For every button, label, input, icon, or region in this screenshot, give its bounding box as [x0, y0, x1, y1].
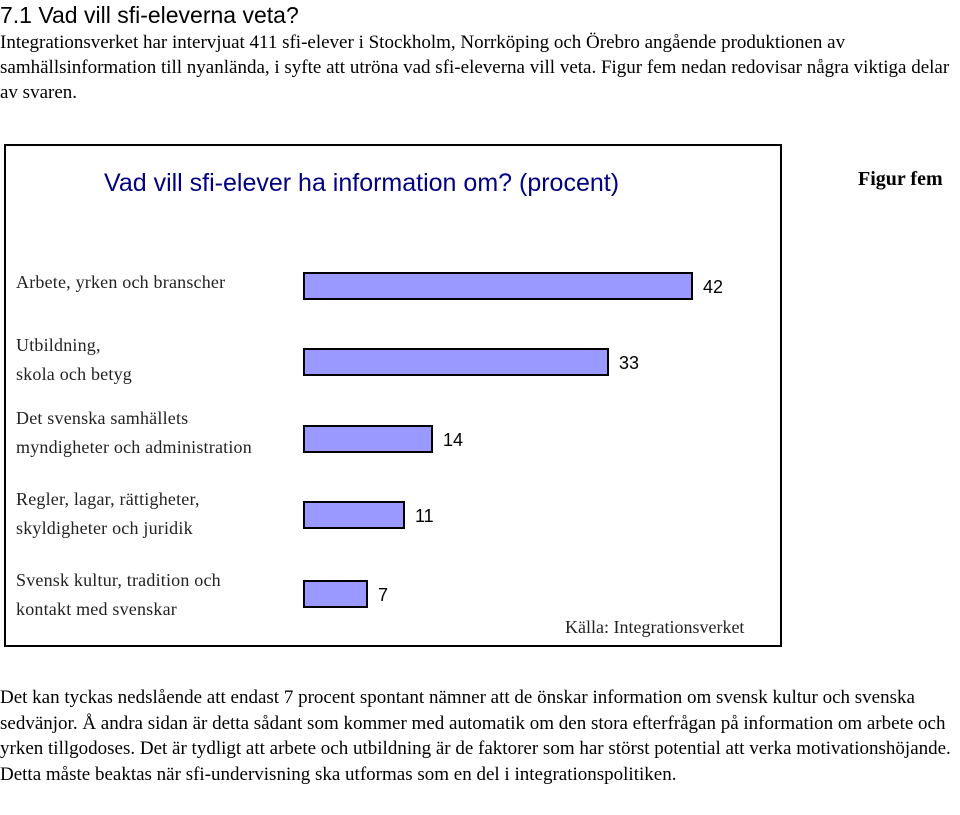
- outro-paragraph: [0, 685, 958, 787]
- data-label: 11: [415, 506, 434, 526]
- chart-title: Vad vill sfi-elever ha information om? (procent): [104, 169, 620, 197]
- category-label: Regler, lagar, rättigheter, skyldigheter och juridik: [16, 489, 200, 538]
- outro-text: Det kan tyckas nedslående att endast 7 procent spontant nämner att de önskar information om svensk kultur och svenska sedvänjor. Å andra sidan är detta sådant som kommer med automatik om den stora efterfrågan på information om arbete och yrken tillgodoses. Det är tydligt att arbete och utbildning är de faktorer som har störst potential att verka motivationshöjande. Detta måste beaktas när sfi-undervisning ska utformas som en del i integrationspolitiken.: [0, 687, 951, 785]
- data-label: 33: [619, 353, 640, 373]
- category-label: Arbete, yrken och branscher: [16, 272, 226, 292]
- bar: [303, 425, 433, 453]
- figure-label: Figur fem: [858, 168, 943, 190]
- category-label: Svensk kultur, tradition och kontakt med svenskar: [16, 570, 221, 619]
- data-label: 7: [378, 585, 389, 605]
- data-label: 14: [443, 430, 464, 450]
- data-label: 42: [703, 277, 724, 297]
- section-heading: 7.1 Vad vill sfi-eleverna veta?: [0, 2, 299, 28]
- category-label: Utbildning, skola och betyg: [16, 335, 132, 384]
- chart-source: Källa: Integrationsverket: [565, 617, 745, 637]
- bar: [303, 580, 368, 608]
- bar: [303, 501, 405, 529]
- category-label: Det svenska samhällets myndigheter och administration: [16, 408, 252, 457]
- bar: [303, 348, 609, 376]
- intro-text: Integrationsverket har intervjuat 411 sfi-elever i Stockholm, Norrköping och Örebro angående produktionen av samhällsinformation till nyanlända, i syfte att utröna vad sfi-eleverna vill veta. Figur fem nedan redovisar några viktiga delar av svaren.: [0, 32, 950, 103]
- intro-paragraph: [0, 30, 955, 105]
- bar: [303, 272, 693, 300]
